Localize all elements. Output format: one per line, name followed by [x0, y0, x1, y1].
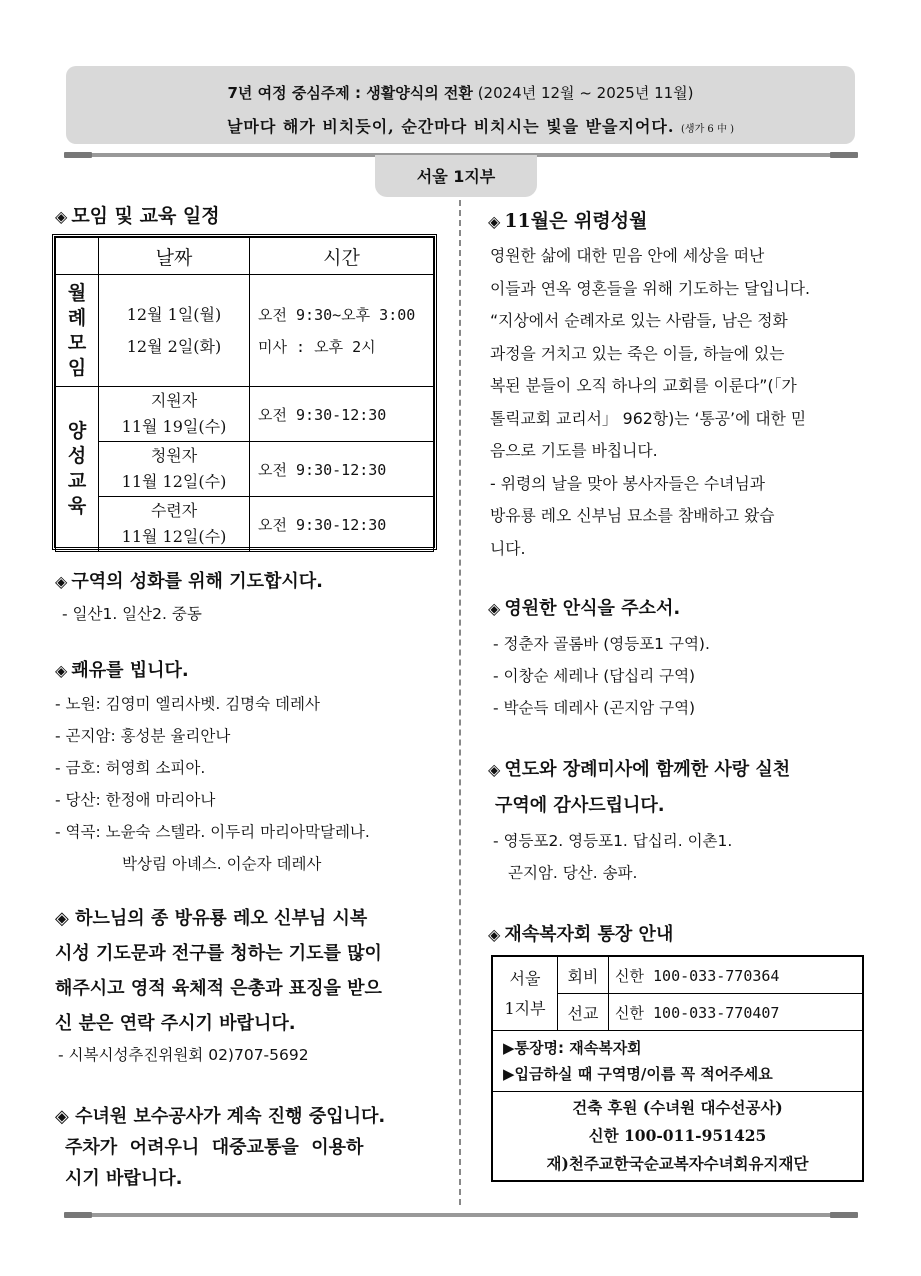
formation-date: 11월 12일(수) — [121, 472, 227, 491]
monthly-time-1: 오전 9:30~오후 3:00 — [258, 305, 416, 324]
formation-date-cell — [99, 442, 250, 497]
formation-label — [56, 387, 99, 552]
theme-title: 7년 여정 중심주제 : 생활양식의 전환 — [227, 84, 473, 102]
bank-branch-cell: 서울 1지부 — [493, 957, 558, 1031]
formation-group: 수련자 — [150, 501, 198, 520]
header-time: 시간 — [250, 238, 434, 275]
eternal-rest-item: - 이창순 세레나 (답십리 구역) — [493, 667, 696, 685]
header-date: 날짜 — [99, 238, 250, 275]
monthly-date-1: 12월 1일(월) — [126, 304, 222, 324]
healing-item: - 당산: 한정애 마리아나 — [55, 791, 216, 809]
beatification-notice: ◈ 하느님의 종 방유룡 레오 신부님 시복 시성 기도문과 전구를 청하는 기도를 많이 해주시고 영적 육체적 은총과 표징을 받으 신 분은 연락 주시기 바랍니다. — [55, 908, 382, 1034]
quote-text: 날마다 해가 비치듯이, 순간마다 비치시는 빛을 받을지어다. — [226, 117, 675, 136]
header-banner — [66, 66, 855, 144]
diamond-icon: ◈ — [488, 212, 501, 231]
bank-heading: ◈ 재속복자회 통장 안내 — [488, 924, 674, 945]
healing-item: - 역곡: 노윤숙 스텔라. 이두리 마리아막달레나. — [55, 823, 370, 841]
diamond-icon: ◈ — [488, 760, 501, 779]
healing-item: - 곤지암: 홍성분 율리안나 — [55, 727, 231, 745]
formation-time: 오전 9:30-12:30 — [250, 497, 434, 552]
vertical-label-text: 월 례 모 임 — [67, 281, 87, 379]
bank-type: 선교 — [558, 994, 609, 1031]
healing-item: - 노원: 김영미 엘리사벳. 김명숙 데레사 — [55, 695, 320, 713]
bank-account: 신한 100-033-770364 — [609, 957, 863, 994]
formation-time: 오전 9:30-12:30 — [250, 387, 434, 442]
november-body: 영원한 삶에 대한 믿음 안에 세상을 떠난 이들과 연옥 영혼들을 위해 기도하는 달입니다. “지상에서 순례자로 있는 사람들, 남은 정화 과정을 거치고 있는 죽은 이들, 하늘에 있는 복된 분들이 오직 하나의 교회를 이룬다”(「가 톨릭교회 교리서」 962항)는 ‘통공’에 대한 믿 음으로 기도를 바칩니다. - 위령의 날을 맞아 봉사자들은 수녀님과 방유룡 레오 신부님 묘소를 참배하고 왔습 니다. — [490, 246, 811, 558]
quote-line — [146, 114, 815, 137]
theme-period: (2024년 12월 ~ 2025년 11월) — [477, 84, 694, 102]
diamond-icon: ◈ — [55, 207, 68, 226]
eternal-rest-item: - 정춘자 골롬바 (영등포1 구역). — [493, 635, 710, 653]
bank-type: 회비 — [558, 957, 609, 994]
column-divider — [459, 200, 461, 1205]
schedule-table — [52, 234, 437, 550]
bottom-rule-cap-right — [830, 1212, 858, 1218]
formation-date: 11월 12일(수) — [121, 527, 227, 546]
bank-account: 신한 100-033-770407 — [609, 994, 863, 1031]
formation-date-cell — [99, 497, 250, 552]
eternal-rest-heading: ◈ 영원한 안식을 주소서. — [488, 598, 681, 619]
bottom-rule — [66, 1213, 855, 1217]
monthly-dates — [99, 275, 250, 387]
healing-item: - 금호: 허영희 소피아. — [55, 759, 206, 777]
eternal-rest-item: - 박순득 데레사 (곤지암 구역) — [493, 699, 696, 717]
monthly-times — [250, 275, 434, 387]
vertical-label-text: 양 성 교 육 — [67, 420, 87, 517]
top-rule-cap-left — [64, 152, 92, 158]
healing-heading: ◈ 쾌유를 빕니다. — [55, 660, 189, 681]
monthly-label — [56, 275, 99, 387]
thanks-heading-line2: 구역에 감사드립니다. — [495, 795, 665, 816]
quote-reference: (생가 6 中 ) — [681, 124, 735, 135]
bottom-rule-cap-left — [64, 1212, 92, 1218]
top-rule-cap-right — [830, 152, 858, 158]
schedule-heading: ◈ 모임 및 교육 일정 — [55, 205, 220, 227]
building-donation: 건축 후원 (수녀원 대수선공사) 신한 100-011-951425 재)천주교한국순교복자수녀회유지재단 — [493, 1092, 863, 1181]
healing-item: 박상림 아녜스. 이순자 데레사 — [122, 855, 322, 873]
corner-cell — [56, 238, 99, 275]
sanctification-heading: ◈ 구역의 성화를 위해 기도합시다. — [55, 571, 323, 592]
formation-group: 청원자 — [150, 446, 198, 465]
monthly-date-2: 12월 2일(화) — [126, 336, 222, 356]
theme-line — [66, 82, 855, 103]
thanks-list: - 영등포2. 영등포1. 답십리. 이촌1. — [493, 832, 733, 850]
formation-group: 지원자 — [150, 391, 198, 410]
thanks-list: 곤지암. 당산. 송파. — [508, 864, 638, 882]
formation-date: 11월 19일(수) — [121, 417, 227, 436]
branch-tab: 서울 1지부 — [375, 155, 537, 197]
formation-date-cell — [99, 387, 250, 442]
diamond-icon: ◈ — [55, 661, 68, 680]
construction-notice: ◈ 수녀원 보수공사가 계속 진행 중입니다. 주차가 어려우니 대중교통을 이용하 시기 바랍니다. — [55, 1106, 386, 1189]
november-heading: ◈ 11월은 위령성월 — [488, 210, 648, 232]
beatification-contact: - 시복시성추진위원회 02)707-5692 — [58, 1046, 309, 1064]
diamond-icon: ◈ — [55, 572, 68, 591]
diamond-icon: ◈ — [488, 925, 501, 944]
bank-table — [491, 955, 864, 1182]
thanks-heading: ◈ 연도와 장례미사에 함께한 사랑 실천 — [488, 759, 791, 780]
monthly-time-2: 미사 : 오후 2시 — [258, 337, 376, 356]
bank-notes: ▶통장명: 재속복자회 ▶입금하실 때 구역명/이름 꼭 적어주세요 — [493, 1031, 863, 1092]
sanctification-list: - 일산1. 일산2. 중동 — [62, 605, 202, 623]
formation-time: 오전 9:30-12:30 — [250, 442, 434, 497]
diamond-icon: ◈ — [488, 599, 501, 618]
